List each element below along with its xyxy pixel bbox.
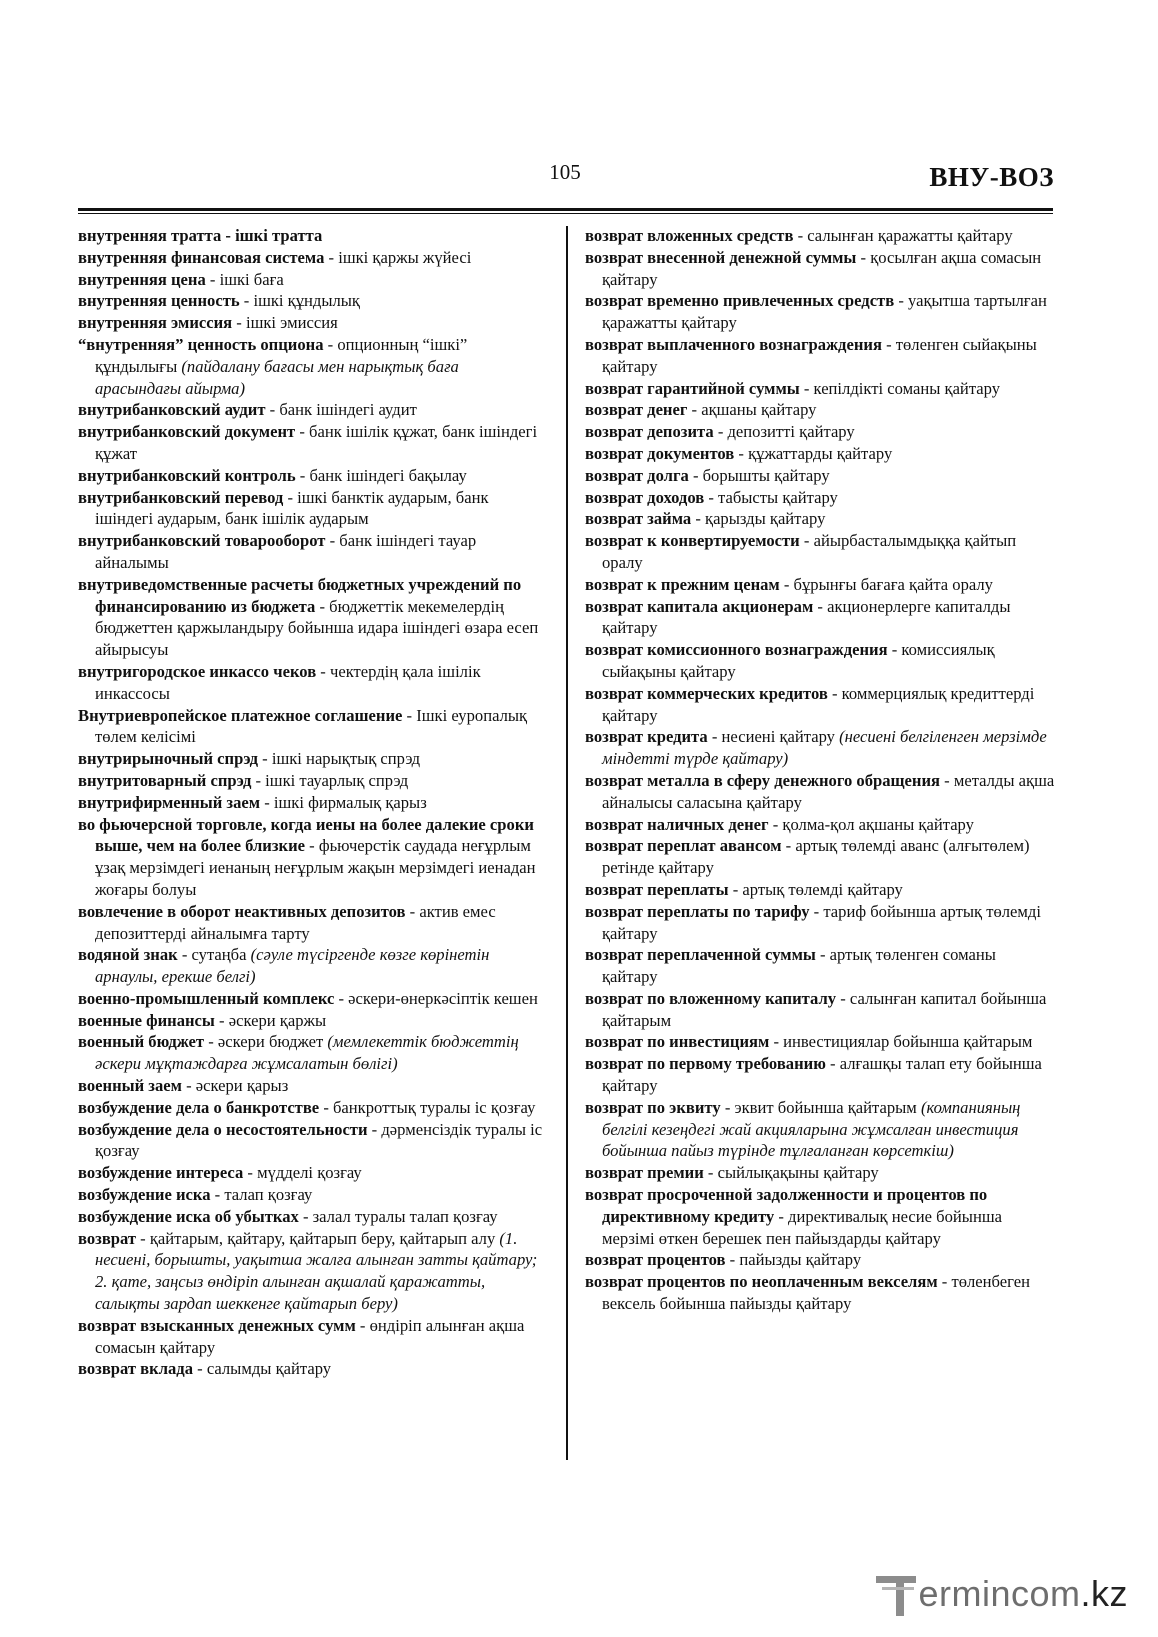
dictionary-entry — [585, 530, 1055, 574]
entry-term: возврат кредита — [585, 727, 708, 747]
dictionary-entry — [585, 487, 1055, 509]
logo-t-icon — [876, 1572, 926, 1616]
dictionary-entry — [585, 770, 1055, 814]
entry-term: внутрифирменный заем — [78, 792, 261, 812]
entry-term: Внутриевропейское платежное соглашение — [78, 705, 403, 725]
entry-translation: - салынған капитал бойынша қайтарым — [602, 988, 1047, 1030]
entry-translation: - әскери қарыз — [181, 1076, 289, 1096]
entry-term: во фьючерсной торговле, когда иены на более далекие сроки выше, чем на более близкие — [78, 814, 534, 856]
entry-translation: - уақытша тартылған қаражатты қайтару — [602, 291, 1047, 333]
dictionary-entry — [78, 334, 546, 399]
dictionary-entry — [78, 661, 546, 705]
entry-term: возврат — [78, 1228, 137, 1248]
entry-term: возбуждение дела о несостоятельности — [78, 1119, 368, 1139]
entry-term: возврат взысканных денежных сумм — [78, 1315, 356, 1335]
entry-term: возврат займа — [585, 509, 692, 529]
entry-translation: - салымды қайтару — [193, 1359, 332, 1379]
entry-translation: - қарызды қайтару — [691, 509, 826, 529]
entry-translation: - коммерциялық кредиттерді қайтару — [602, 683, 1035, 725]
dictionary-entry — [78, 1119, 546, 1163]
entry-term: возврат выплаченного вознаграждения — [585, 334, 882, 354]
entry-translation: - депозитті қайтару — [713, 422, 855, 442]
entry-translation: - әскери бюджет — [204, 1032, 328, 1052]
entry-translation: - ішкі баға — [205, 269, 284, 289]
dictionary-entry — [78, 1358, 546, 1380]
entry-translation: - кепілдікті соманы қайтару — [799, 378, 1001, 398]
right-column — [585, 225, 1055, 1315]
entry-term: возврат капитала акционерам — [585, 596, 814, 616]
dictionary-entry — [585, 944, 1055, 988]
dictionary-entry — [585, 901, 1055, 945]
entry-translation: - мүдделі қозғау — [243, 1163, 362, 1183]
entry-term: внутрибанковский перевод — [78, 487, 284, 507]
dictionary-entry — [78, 269, 546, 291]
termincom-logo — [876, 1571, 1128, 1617]
logo-text: ermincom.kz — [918, 1573, 1128, 1614]
entry-translation: - фьючерстік саудада неғұрлым ұзақ мерзімдегі иенаның неғұрлым жақын мерзімдегі иенадан жоғары болуы — [95, 836, 536, 899]
entry-term: возврат наличных денег — [585, 814, 769, 834]
entry-translation: - ішкі фирмалық қарыз — [260, 792, 427, 812]
entry-translation: - чектердің қала ішілік инкассосы — [95, 661, 481, 703]
entry-term: внутрибанковский товарооборот — [78, 531, 326, 551]
entry-term: возврат комиссионного вознаграждения — [585, 640, 888, 660]
entry-translation: - әскери-өнеркәсіптік кешен — [334, 988, 538, 1008]
entry-translation: - ақшаны қайтару — [687, 400, 817, 420]
entry-term: возврат документов — [585, 443, 735, 463]
entry-translation: - қолма-қол ақшаны қайтару — [768, 814, 974, 834]
dictionary-entry — [585, 225, 1055, 247]
entry-term: возбуждение иска — [78, 1185, 211, 1205]
entry-term: возврат долга — [585, 465, 689, 485]
entry-term: внутрибанковский аудит — [78, 400, 266, 420]
entry-translation: - артық төлемді аванс (алғытөлем) ретінде қайтару — [602, 836, 1030, 878]
entry-translation: - табысты қайтару — [704, 487, 838, 507]
entry-translation: - айырбасталымдыққа қайтып оралу — [602, 531, 1017, 572]
dictionary-entry — [78, 1184, 546, 1206]
dictionary-entry — [585, 290, 1055, 334]
dictionary-entry — [585, 1031, 1055, 1053]
dictionary-entry — [78, 465, 546, 487]
entry-translation: - банк ішілік құжат, банк ішіндегі құжат — [95, 422, 538, 463]
entry-term: внутренняя эмиссия — [78, 313, 233, 333]
dictionary-entry — [78, 574, 546, 661]
dictionary-entry — [78, 1206, 546, 1228]
entry-term: внутрибанковский документ — [78, 422, 296, 442]
dictionary-entry — [585, 378, 1055, 400]
column-divider — [566, 226, 568, 1460]
entry-term: возврат просроченной задолженности и процентов по директивному кредиту — [585, 1185, 988, 1226]
entry-translation: - қосылған ақша сомасын қайтару — [602, 247, 1042, 289]
entry-term: внутренняя ценность — [78, 291, 240, 311]
entry-term: возврат переплаченной суммы — [585, 945, 816, 965]
dictionary-entry — [585, 814, 1055, 836]
dictionary-entry — [585, 639, 1055, 683]
entry-term: возврат к конвертируемости — [585, 531, 800, 551]
entry-translation: - талап қозғау — [210, 1185, 313, 1205]
entry-note: (мемлекеттік бюджеттің әскери мұқтаждарға жұмсалатын бөлігі) — [95, 1032, 519, 1074]
entry-translation: - ішкі құндылық — [239, 291, 360, 311]
dictionary-entry — [585, 726, 1055, 770]
entry-translation: - ішкі тауарлық спрэд — [251, 770, 409, 790]
entry-term: возврат по инвестициям — [585, 1032, 770, 1052]
entry-term: возврат временно привлеченных средств — [585, 291, 895, 311]
entry-translation: - ішкі қаржы жүйесі — [324, 247, 472, 267]
entry-translation: - пайызды қайтару — [725, 1250, 862, 1270]
entry-translation: - опционның “ішкі” құндылығы — [95, 334, 468, 376]
entry-translation: - акционерлерге капиталды қайтару — [602, 596, 1011, 638]
entry-translation: - борышты қайтару — [688, 465, 830, 485]
header-rule — [78, 208, 1053, 211]
entry-term: возврат премии — [585, 1163, 704, 1183]
entry-translation: - төленбеген вексель бойынша пайызды қайтару — [602, 1272, 1030, 1314]
entry-translation: - Ішкі еуропалық төлем келісімі — [95, 705, 528, 747]
entry-translation: - бюджеттік мекемелердің бюджеттен қаржыландыру бойынша идара ішіндегі өзара есеп айырысуы — [95, 596, 539, 660]
entry-translation: - қайтарым, қайтару, қайтарып беру, қайтарып алу — [136, 1228, 500, 1248]
entry-translation: - ішкі банктік аударым, банк ішіндегі аударым, банк ішілік аударым — [95, 487, 489, 529]
entry-term: внутренняя финансовая система — [78, 247, 325, 267]
page-number: 105 — [549, 160, 581, 184]
entry-translation: - сутаңба — [177, 945, 251, 965]
dictionary-entry — [78, 1097, 546, 1119]
dictionary-entry — [585, 1162, 1055, 1184]
entry-term: возврат гарантийной суммы — [585, 378, 800, 398]
entry-translation: - металды ақша айналысы саласына қайтару — [602, 770, 1055, 812]
entry-term: возврат по эквиту — [585, 1097, 721, 1117]
dictionary-entry — [78, 705, 546, 749]
entry-translation: - актив емес депозиттерді айналымға тарту — [95, 901, 496, 943]
entry-note: (компанияның белгілі кезеңдегі жай акцияларына жұмсалған инвестиция бойынша пайыз түрінде тұлғаланған көрсеткіш) — [602, 1097, 1021, 1161]
running-head: ВНУ-ВОЗ — [929, 162, 1054, 192]
dictionary-entry — [78, 748, 546, 770]
entry-term: военный заем — [78, 1076, 182, 1096]
entry-translation: - тариф бойынша артық төлемді қайтару — [602, 901, 1041, 943]
dictionary-entry — [78, 290, 546, 312]
entry-translation: - салынған қаражатты қайтару — [793, 226, 1013, 245]
dictionary-entry — [78, 487, 546, 531]
entry-term: внутритоварный спрэд — [78, 770, 252, 790]
entry-note: (несиені белгіленген мерзімде міндетті түрде қайтару) — [602, 727, 1047, 769]
entry-term: возврат доходов — [585, 487, 705, 507]
entry-translation: - банк ішіндегі тауар айналымы — [95, 531, 477, 572]
dictionary-entry — [78, 901, 546, 945]
entry-translation: - сыйлықақыны қайтару — [703, 1163, 879, 1183]
entry-term: внутренняя тратта - ішкі тратта — [78, 226, 323, 245]
entry-term: возврат процентов по неоплаченным векселям — [585, 1272, 938, 1292]
dictionary-entry — [78, 1162, 546, 1184]
entry-translation: - банкроттық туралы іс қозғау — [319, 1097, 536, 1117]
entry-term: возврат процентов — [585, 1250, 726, 1270]
entry-translation: - бұрынғы бағаға қайта оралу — [779, 574, 993, 594]
dictionary-entry — [78, 1075, 546, 1097]
dictionary-entry — [78, 988, 546, 1010]
entry-translation: - өндіріп алынған ақша сомасын қайтару — [95, 1315, 525, 1357]
dictionary-entry — [78, 312, 546, 334]
dictionary-entry — [585, 683, 1055, 727]
dictionary-entry — [585, 1271, 1055, 1315]
dictionary-entry — [78, 792, 546, 814]
dictionary-entry — [78, 421, 546, 465]
entry-translation: - банк ішіндегі аудит — [265, 400, 417, 420]
dictionary-entry — [585, 574, 1055, 596]
dictionary-entry — [585, 988, 1055, 1032]
entry-term: внутрирыночный спрэд — [78, 749, 259, 769]
entry-translation: - несиені қайтару — [707, 727, 840, 747]
dictionary-entry — [585, 596, 1055, 640]
dictionary-entry — [585, 247, 1055, 291]
entry-term: возврат к прежним ценам — [585, 574, 780, 594]
entry-term: возврат денег — [585, 400, 688, 420]
entry-translation: - ішкі эмиссия — [232, 313, 338, 333]
entry-translation: - инвестициялар бойынша қайтарым — [769, 1032, 1033, 1052]
header-rule-thin — [78, 213, 1053, 214]
entry-term: внутрибанковский контроль — [78, 465, 296, 485]
entry-note: (пайдалану бағасы мен нарықтық баға арасындағы айырма) — [95, 356, 459, 398]
dictionary-entry — [585, 1053, 1055, 1097]
entry-term: возбуждение интереса — [78, 1163, 244, 1183]
entry-term: возбуждение дела о банкротстве — [78, 1097, 320, 1117]
entry-term: возврат вложенных средств — [585, 226, 794, 245]
entry-translation: - комиссиялық сыйақыны қайтару — [602, 640, 995, 681]
entry-translation: - құжаттарды қайтару — [734, 443, 893, 463]
dictionary-entry — [585, 465, 1055, 487]
entry-term: вовлечение в оборот неактивных депозитов — [78, 901, 406, 921]
dictionary-entry — [78, 1228, 546, 1315]
dictionary-entry — [585, 835, 1055, 879]
entry-translation: - дәрменсіздік туралы іс қозғау — [95, 1119, 543, 1161]
dictionary-entry — [78, 399, 546, 421]
entry-translation: - алғашқы талап ету бойынша қайтару — [602, 1054, 1042, 1096]
entry-translation: - банк ішіндегі бақылау — [295, 465, 467, 485]
entry-translation: - эквит бойынша қайтарым — [720, 1097, 921, 1117]
entry-term: военный бюджет — [78, 1032, 205, 1052]
dictionary-entry — [585, 443, 1055, 465]
dictionary-entry — [78, 770, 546, 792]
dictionary-entry — [585, 1097, 1055, 1162]
entry-term: возврат металла в сферу денежного обращения — [585, 770, 940, 790]
dictionary-entry — [78, 247, 546, 269]
entry-term: внутриведомственные расчеты бюджетных учреждений по финансированию из бюджета — [78, 574, 522, 616]
dictionary-entry — [78, 1031, 546, 1075]
entry-translation: - артық төленген соманы қайтару — [602, 945, 996, 987]
entry-term: возврат депозита — [585, 422, 714, 442]
entry-term: возбуждение иска об убытках — [78, 1206, 299, 1226]
dictionary-entry — [78, 530, 546, 574]
entry-term: возврат вклада — [78, 1359, 193, 1379]
entry-term: военные финансы — [78, 1010, 215, 1030]
entry-term: возврат по первому требованию — [585, 1054, 826, 1074]
entry-note: (1. несиені, борышты, уақытша жалға алынған затты қайтару; 2. қате, заңсыз өндіріп алынған ақшалай қаражатты, салықты зардап шеккенге қайтарып беру) — [95, 1228, 538, 1314]
left-column — [78, 225, 546, 1380]
dictionary-entry — [585, 421, 1055, 443]
entry-translation: - төленген сыйақыны қайтару — [602, 334, 1037, 376]
entry-term: возврат по вложенному капиталу — [585, 988, 837, 1008]
dictionary-entry — [585, 1184, 1055, 1249]
entry-note: (сәуле түсіргенде көзге көрінетін арнаулы, ерекше белгі) — [95, 945, 490, 987]
dictionary-entry — [585, 399, 1055, 421]
entry-translation: - әскери қаржы — [214, 1010, 327, 1030]
dictionary-entry — [78, 814, 546, 901]
dictionary-entry — [585, 1249, 1055, 1271]
entry-term: военно-промышленный комплекс — [78, 988, 335, 1008]
entry-term: возврат переплаты по тарифу — [585, 901, 810, 921]
entry-translation: - директивалық несие бойынша мерзімі өткен берешек пен пайыздарды қайтару — [602, 1206, 1002, 1248]
dictionary-entry — [585, 508, 1055, 530]
dictionary-entry — [78, 1010, 546, 1032]
entry-translation: - залал туралы талап қозғау — [298, 1206, 498, 1226]
entry-term: внутригородское инкассо чеков — [78, 661, 317, 681]
entry-term: водяной знак — [78, 945, 178, 965]
entry-translation: - ішкі нарықтық спрэд — [258, 749, 421, 769]
dictionary-entry — [78, 225, 546, 247]
entry-translation: - артық төлемді қайтару — [728, 879, 903, 899]
entry-term: возврат внесенной денежной суммы — [585, 247, 857, 267]
entry-term: внутренняя цена — [78, 269, 206, 289]
dictionary-entry — [585, 879, 1055, 901]
dictionary-entry — [585, 334, 1055, 378]
entry-term: “внутренняя” ценность опциона — [78, 334, 324, 354]
entry-term: возврат переплат авансом — [585, 836, 782, 856]
entry-term: возврат коммерческих кредитов — [585, 683, 828, 703]
dictionary-entry — [78, 1315, 546, 1359]
entry-term: возврат переплаты — [585, 879, 729, 899]
dictionary-entry — [78, 944, 546, 988]
